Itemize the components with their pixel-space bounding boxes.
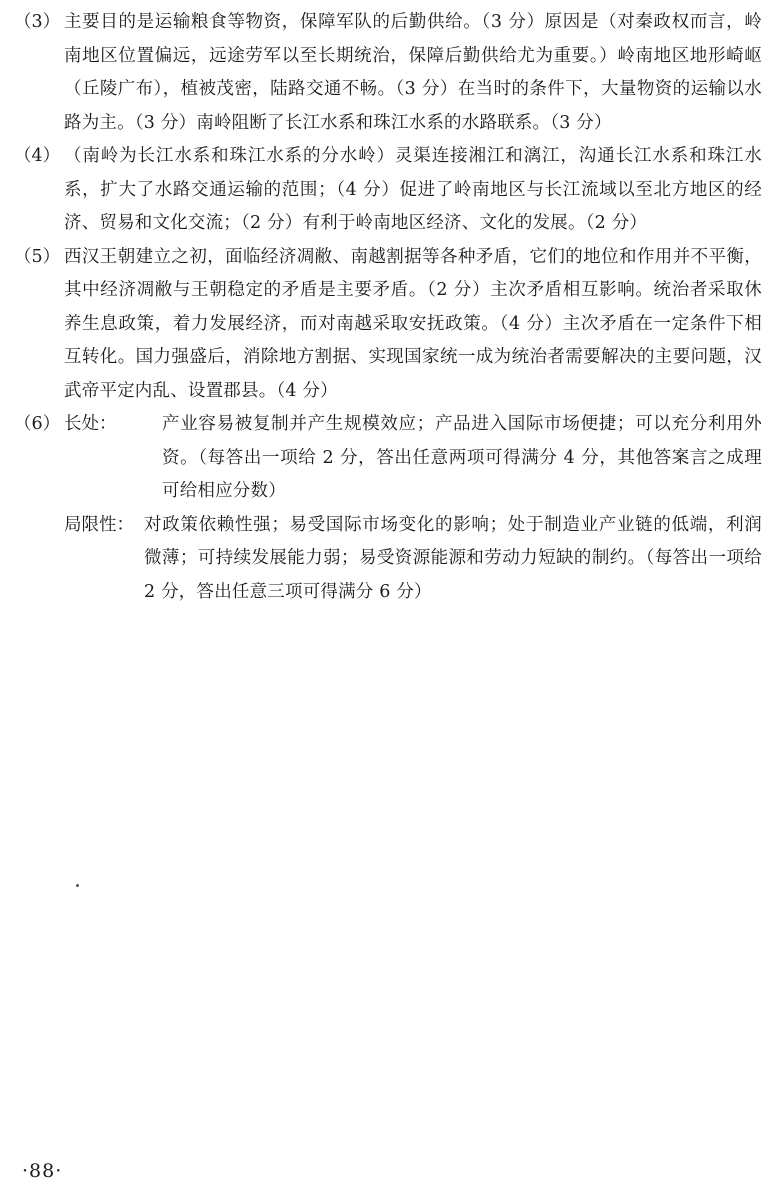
item-text: （南岭为长江水系和珠江水系的分水岭）灵渠连接湘江和漓江，沟通长江水系和珠江水系，扩大了水路交通运输的范围；（4 分）促进了岭南地区与长江流域以至北方地区的经济、贸易和文化交流；（2 分）有利于岭南地区经济、文化的发展。（2 分）: [64, 146, 762, 233]
advantage-label: 长处：: [64, 414, 117, 434]
item-number: （5）: [14, 246, 61, 267]
answer-item-5: [14, 241, 762, 409]
answer-item-6: [14, 408, 762, 509]
limitation-block: [64, 509, 762, 610]
item-text: 西汉王朝建立之初，面临经济凋敝、南越割据等各种矛盾，它们的地位和作用并不平衡，其中经济凋敝与王朝稳定的矛盾是主要矛盾。（2 分）主次矛盾相互影响。统治者采取休养生息政策，着力发展经济，而对南越采取安抚政策。（4 分）主次矛盾在一定条件下相互转化。国力强盛后，消除地方割据、实现国家统一成为统治者需要解决的主要问题，汉武帝平定内乱、设置郡县。（4 分）: [64, 246, 762, 401]
answer-content: [14, 6, 762, 609]
answer-item-3: [14, 6, 762, 140]
scan-speck: [76, 884, 79, 887]
item-number: （3）: [14, 12, 61, 32]
advantage-block: [64, 408, 762, 509]
answer-item-4: [14, 140, 762, 241]
advantage-text: 产业容易被复制并产生规模效应；产品进入国际市场便捷；可以充分利用外资。（每答出一项给 2 分，答出任意两项可得满分 4 分，其他答案言之成理可给相应分数）: [162, 414, 762, 501]
item-number: （4）: [14, 146, 61, 166]
limitation-label: 局限性：: [64, 514, 134, 535]
item-number: （6）: [14, 414, 61, 434]
item-text: 主要目的是运输粮食等物资，保障军队的后勤供给。（3 分）原因是（对秦政权而言，岭南地区位置偏远，远途劳军以至长期统治，保障后勤供给尤为重要。）岭南地区地形崎岖（丘陵广布），植被茂密，陆路交通不畅。（3 分）在当时的条件下，大量物资的运输以水路为主。（3 分）南岭阻断了长江水系和珠江水系的水路联系。（3 分）: [64, 12, 762, 133]
page-number: ·88·: [22, 1160, 63, 1182]
limitation-text: 对政策依赖性强；易受国际市场变化的影响；处于制造业产业链的低端，利润微薄；可持续发展能力弱；易受资源能源和劳动力短缺的制约。（每答出一项给 2 分，答出任意三项可得满分 6 分）: [144, 514, 762, 602]
